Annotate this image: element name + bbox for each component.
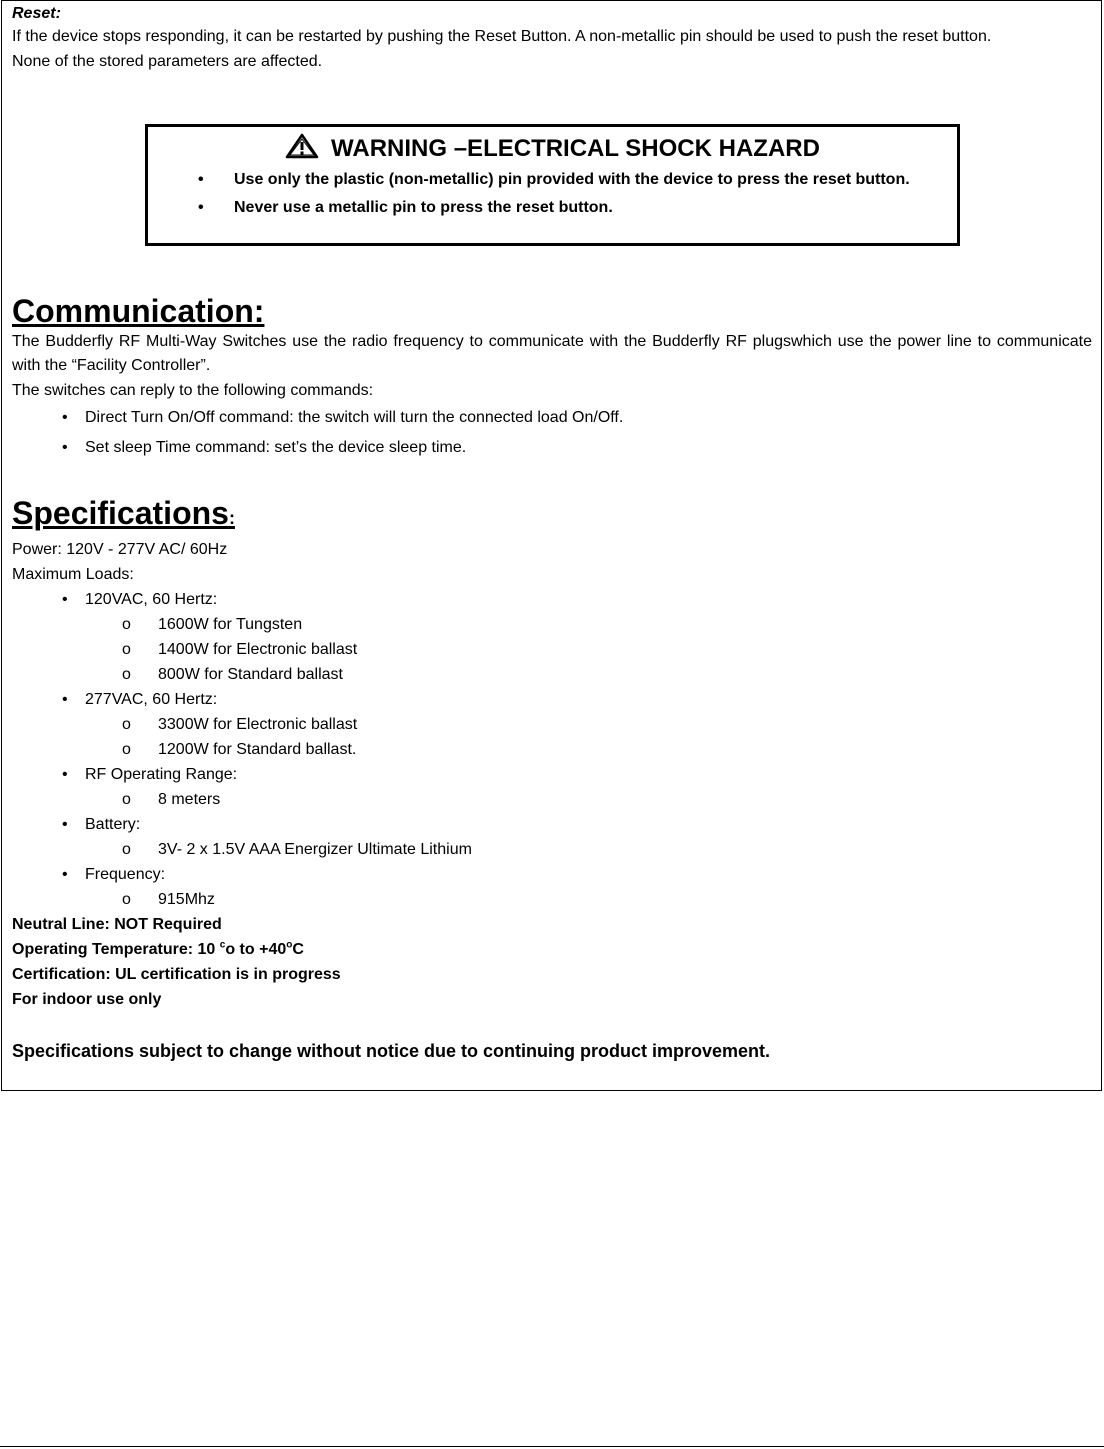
specifications-heading-colon: :: [228, 508, 235, 528]
spec-group-label: Battery:: [85, 816, 141, 833]
warning-triangle-icon: [285, 133, 319, 159]
spec-power: Power: 120V - 277V AC/ 60Hz: [12, 541, 228, 558]
command-item: • Direct Turn On/Off command: the switch will turn the connected load On/Off.: [12, 403, 1092, 433]
spec-group-list: [12, 587, 1092, 912]
spec-sub-item: o 1600W for Tungsten: [12, 612, 1092, 637]
spec-sub-list: [12, 787, 1092, 812]
spec-sub-item: o 8 meters: [12, 787, 1092, 812]
spec-group: [12, 812, 1092, 862]
warning-item: • Never use a metallic pin to press the reset button.: [198, 195, 918, 220]
specifications-heading-text: Specifications: [12, 495, 229, 531]
spec-group-label: 277VAC, 60 Hertz:: [85, 691, 218, 708]
communication-intro: The switches can reply to the following commands:: [12, 382, 374, 399]
page-bottom-rule: [0, 1446, 1104, 1447]
spec-group: [12, 587, 1092, 687]
spec-group-label: Frequency:: [85, 866, 166, 883]
command-item: • Set sleep Time command: set’s the device sleep time.: [12, 433, 1092, 463]
spec-note: Specifications subject to change without notice due to continuing product improvement.: [12, 1041, 771, 1061]
spec-group-label: 120VAC, 60 Hertz:: [85, 591, 218, 608]
temperature-sup-c: c: [219, 939, 226, 951]
spec-sub-list: [12, 837, 1092, 862]
spec-group-label: RF Operating Range:: [85, 766, 238, 783]
spec-sub-item: o 1200W for Standard ballast.: [12, 737, 1092, 762]
reset-note: None of the stored parameters are affected.: [12, 53, 323, 70]
document-content: [12, 4, 1092, 74]
communication-paragraph: The Budderfly RF Multi-Way Switches use the radio frequency to communicate with the Budderfly RF plugswhich use the power line to communicate with the “Facility Controller”.: [12, 333, 1092, 374]
specifications-heading: [12, 494, 1092, 537]
communication-heading: Communication:: [12, 293, 265, 329]
temperature-sup-o: o: [286, 939, 293, 951]
spec-group: [12, 687, 1092, 762]
spec-sub-item: o 3300W for Electronic ballast: [12, 712, 1092, 737]
temperature-suffix: C: [292, 941, 304, 958]
warning-box: [145, 124, 960, 246]
spec-indoor: For indoor use only: [12, 991, 162, 1008]
warning-item: • Use only the plastic (non-metallic) pin provided with the device to press the reset button.: [198, 167, 918, 192]
spec-sub-item: o 1400W for Electronic ballast: [12, 637, 1092, 662]
spec-sub-item: o 915Mhz: [12, 887, 1092, 912]
spec-sub-list: [12, 612, 1092, 687]
communication-section: [12, 292, 1092, 463]
warning-title-row: [148, 133, 957, 164]
spec-group: [12, 762, 1092, 812]
temperature-prefix: Operating Temperature: 10: [12, 941, 220, 958]
spec-sub-item: o 3V- 2 x 1.5V AAA Energizer Ultimate Lithium: [12, 837, 1092, 862]
warning-title: WARNING –ELECTRICAL SHOCK HAZARD: [331, 135, 820, 162]
spec-sub-list: [12, 712, 1092, 762]
spec-sub-list: [12, 887, 1092, 912]
specifications-section: [12, 494, 1092, 1064]
spec-certification: Certification: UL certification is in progress: [12, 966, 341, 983]
command-list: [12, 403, 1092, 463]
spec-max-loads: Maximum Loads:: [12, 566, 134, 583]
spec-neutral-line: Neutral Line: NOT Required: [12, 916, 222, 933]
spec-temperature: [12, 937, 1092, 962]
temperature-middle: o to +40: [225, 941, 287, 958]
spec-group: [12, 862, 1092, 912]
warning-list: [198, 167, 918, 223]
spec-sub-item: o 800W for Standard ballast: [12, 662, 1092, 687]
reset-title: Reset:: [12, 5, 61, 22]
reset-paragraph: If the device stops responding, it can be restarted by pushing the Reset Button. A non-metallic pin should be used to push the reset button.: [12, 28, 992, 45]
